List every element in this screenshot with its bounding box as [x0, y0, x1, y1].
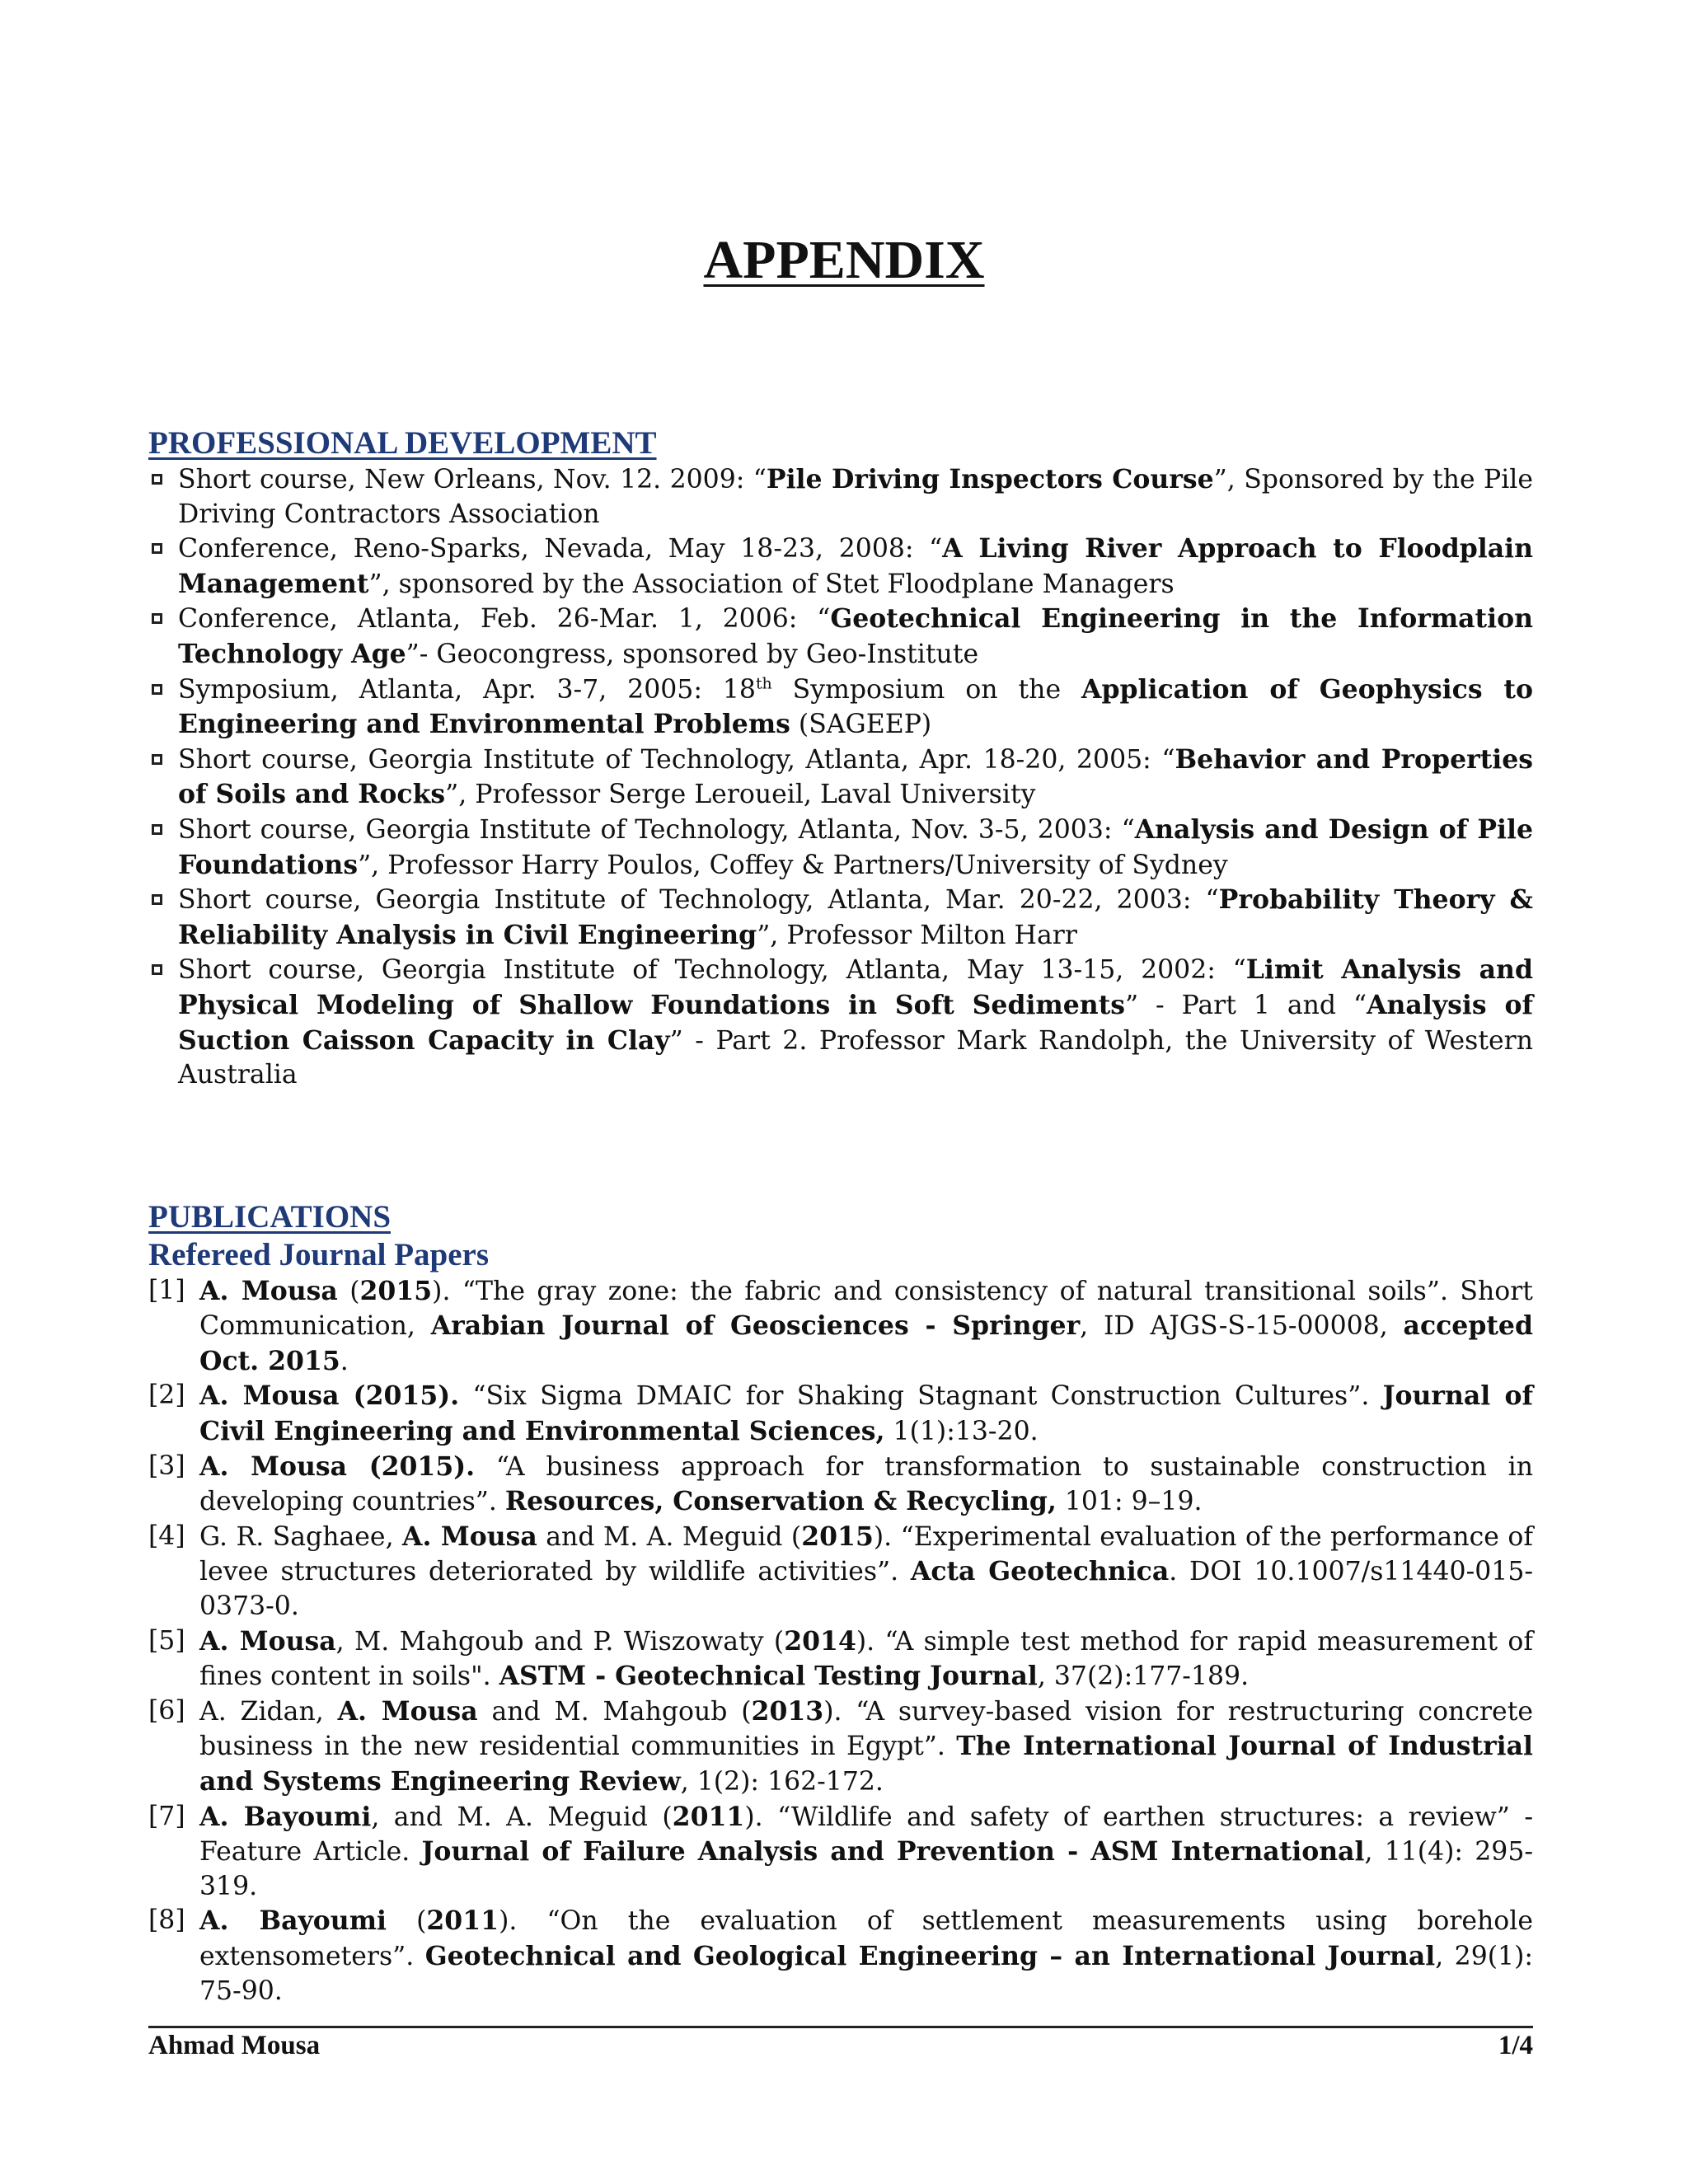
bold-text: 2011 — [672, 1801, 745, 1832]
professional-development-item — [148, 883, 1533, 953]
square-bullet-icon — [152, 824, 162, 835]
publication-entry — [148, 1520, 1533, 1624]
bold-text: ASTM - Geotechnical Testing Journal — [499, 1661, 1038, 1692]
text-run: , ID AJGS-S-15-00008, — [1080, 1311, 1404, 1342]
bold-text: Analysis of Suction Caisson Capacity in Clay — [178, 989, 1534, 1056]
text-run: ” - Part 1 and “ — [1125, 990, 1367, 1020]
professional-development-item — [148, 673, 1533, 743]
bold-text: A. Bayoumi — [199, 1801, 372, 1832]
bold-text: Limit Analysis and Physical Modeling of Shallow Foundations in Soft Sediments — [178, 954, 1533, 1020]
bold-text: Behavior and Properties of Soils and Rocks — [178, 743, 1533, 810]
text-run: G. R. Saghaee, — [199, 1521, 403, 1552]
text-run: . — [340, 1346, 349, 1376]
bold-text: Probability Theory & Reliability Analysis in Civil Engineering — [178, 884, 1533, 950]
text-run: , and M. A. Meguid ( — [371, 1802, 673, 1832]
text-run: Short course, New Orleans, Nov. 12. 2009: “ — [178, 465, 767, 494]
text-run: . DOI 10.1007/s11440-015-0373-0. — [199, 1557, 1534, 1622]
publication-number: [2] — [148, 1380, 185, 1411]
text-run: , M. Mahgoub and P. Wiszowaty ( — [335, 1626, 785, 1657]
bold-text: 2014 — [784, 1625, 856, 1657]
refereed-journal-papers-heading: Refereed Journal Papers — [148, 1236, 490, 1272]
text-run: ”, Professor Milton Harr — [757, 920, 1077, 950]
text-run: , 29(1): 75-90. — [199, 1941, 1533, 2006]
text-run: ”, Professor Harry Poulos, Coffey & Partners/University of Sydney — [358, 850, 1228, 880]
superscript-text: th — [755, 674, 772, 693]
professional-development-item — [148, 602, 1533, 672]
footer-page-number: 1/4 — [1498, 2031, 1533, 2060]
bold-text: A. Mousa (2015). — [199, 1451, 476, 1482]
bold-text: The International Journal of Industrial and Systems Engineering Review — [199, 1731, 1533, 1797]
text-run: Short course, Georgia Institute of Technology, Atlanta, May 13-15, 2002: “ — [178, 955, 1246, 986]
bold-text: A. Mousa — [402, 1521, 537, 1552]
bold-text: 2013 — [751, 1695, 824, 1727]
publications-list — [148, 1274, 1533, 2008]
professional-development-item — [148, 743, 1533, 813]
text-run: ). “A simple test method for rapid measurement of fines content in soils". — [199, 1626, 1533, 1692]
publication-number: [5] — [148, 1625, 185, 1656]
publication-number: [3] — [148, 1451, 185, 1481]
text-run: , 37(2):177-189. — [1037, 1661, 1250, 1692]
bold-text: Journal of Failure Analysis and Prevention - ASM International — [421, 1836, 1365, 1868]
bold-text: 2015 — [801, 1521, 874, 1552]
square-bullet-icon — [152, 754, 162, 765]
bold-text: Resources, Conservation & Recycling, — [504, 1486, 1057, 1517]
bold-text: Geotechnical Engineering in the Information Technology Age — [178, 603, 1533, 669]
square-bullet-icon — [152, 543, 162, 554]
bold-text: 2015 — [359, 1275, 433, 1306]
publication-number: [6] — [148, 1695, 185, 1726]
footer-author: Ahmad Mousa — [148, 2031, 321, 2060]
text-run: 101: 9–19. — [1056, 1487, 1203, 1517]
page-content — [148, 424, 1533, 2008]
square-bullet-icon — [152, 684, 162, 695]
text-run: A. Zidan, — [199, 1696, 338, 1727]
bold-text: A. Mousa — [199, 1625, 336, 1657]
text-run: Short course, Georgia Institute of Technology, Atlanta, Nov. 3-5, 2003: “ — [178, 814, 1135, 845]
text-run: ”- Geocongress, sponsored by Geo-Institute — [406, 639, 979, 669]
publication-entry — [148, 1450, 1533, 1520]
publications-heading: PUBLICATIONS — [148, 1198, 392, 1235]
text-run: Conference, Reno-Sparks, Nevada, May 18-23, 2008: “ — [178, 534, 943, 565]
text-run: Symposium on the — [771, 674, 1082, 705]
text-run: and M. Mahgoub ( — [477, 1696, 752, 1727]
bold-text: A. Bayoumi — [199, 1905, 387, 1937]
square-bullet-icon — [152, 613, 162, 624]
text-run: ”, Professor Serge Leroueil, Laval University — [445, 780, 1036, 810]
professional-development-item — [148, 813, 1533, 883]
bold-text: A. Mousa (2015). — [199, 1380, 460, 1412]
text-run: “Six Sigma DMAIC for Shaking Stagnant Construction Cultures”. — [459, 1381, 1383, 1412]
text-run: ” - Part 2. Professor Mark Randolph, the University of Western Australia — [178, 1025, 1533, 1090]
page-title: APPENDIX — [703, 230, 985, 290]
text-run: (SAGEEP) — [790, 710, 932, 740]
text-run: ). “On the evaluation of settlement measurements using borehole extensometers”. — [199, 1906, 1533, 1971]
publication-entry — [148, 1379, 1533, 1449]
publication-number: [4] — [148, 1521, 185, 1551]
bold-text: Pile Driving Inspectors Course — [766, 464, 1214, 494]
text-run: Short course, Georgia Institute of Technology, Atlanta, Mar. 20-22, 2003: “ — [178, 885, 1219, 916]
square-bullet-icon — [152, 894, 162, 905]
bold-text: Arabian Journal of Geosciences - Springer — [430, 1310, 1081, 1342]
square-bullet-icon — [152, 474, 162, 485]
text-run: ). “Experimental evaluation of the performance of levee structures deteriorated by wildlife activities”. — [199, 1521, 1533, 1587]
text-run: and M. A. Meguid ( — [537, 1521, 802, 1552]
text-run: ”, Sponsored by the Pile Driving Contractors Association — [178, 465, 1534, 529]
text-run: , 1(2): 162-172. — [680, 1767, 884, 1797]
text-run: ”, sponsored by the Association of Stet Floodplane Managers — [368, 569, 1175, 599]
footer-divider — [148, 2026, 1533, 2028]
professional-development-item — [148, 953, 1533, 1092]
bold-text: Acta Geotechnica — [910, 1556, 1170, 1587]
bold-text: accepted Oct. 2015 — [199, 1310, 1533, 1376]
publication-entry — [148, 1274, 1533, 1380]
bold-text: 2011 — [426, 1905, 499, 1937]
text-run: ). “Wildlife and safety of earthen structures: a review” - Feature Article. — [199, 1802, 1533, 1868]
publication-entry — [148, 1694, 1533, 1800]
bold-text: A. Mousa — [199, 1275, 338, 1306]
text-run: 1(1):13-20. — [884, 1417, 1039, 1447]
text-run: Symposium, Atlanta, Apr. 3-7, 2005: 18 — [178, 674, 756, 705]
bold-text: Application of Geophysics to Engineering and Environmental Problems — [178, 673, 1533, 740]
bold-text: Geotechnical and Geological Engineering – an International Journal — [424, 1940, 1436, 1971]
bold-text: A. Mousa — [337, 1695, 478, 1727]
publication-number: [1] — [148, 1275, 185, 1305]
square-bullet-icon — [152, 964, 162, 975]
text-run: Conference, Atlanta, Feb. 26-Mar. 1, 2006: “ — [178, 604, 831, 635]
professional-development-item — [148, 532, 1533, 602]
bold-text: Journal of Civil Engineering and Environmental Sciences, — [199, 1380, 1534, 1447]
publication-entry — [148, 1904, 1533, 2008]
professional-development-heading: PROFESSIONAL DEVELOPMENT — [148, 425, 657, 461]
bold-text: A Living River Approach to Floodplain Management — [178, 533, 1533, 599]
text-run: ). “A survey-based vision for restructuring concrete business in the new residential communities in Egypt”. — [199, 1696, 1533, 1762]
publication-number: [7] — [148, 1801, 185, 1831]
text-run: “A business approach for transformation to sustainable construction in developing countries”. — [199, 1451, 1533, 1517]
text-run: ( — [337, 1276, 360, 1306]
publication-number: [8] — [148, 1905, 185, 1936]
text-run: Short course, Georgia Institute of Technology, Atlanta, Apr. 18-20, 2005: “ — [178, 744, 1175, 775]
text-run: ). “The gray zone: the fabric and consistency of natural transitional soils”. Short Communication, — [199, 1276, 1533, 1342]
publication-entry — [148, 1800, 1533, 1905]
publication-entry — [148, 1624, 1533, 1694]
text-run: ( — [387, 1906, 427, 1937]
professional-development-item — [148, 462, 1533, 532]
professional-development-list — [148, 462, 1533, 1093]
bold-text: Analysis and Design of Pile Foundations — [178, 813, 1533, 880]
text-run: , 11(4): 295-319. — [199, 1837, 1533, 1901]
